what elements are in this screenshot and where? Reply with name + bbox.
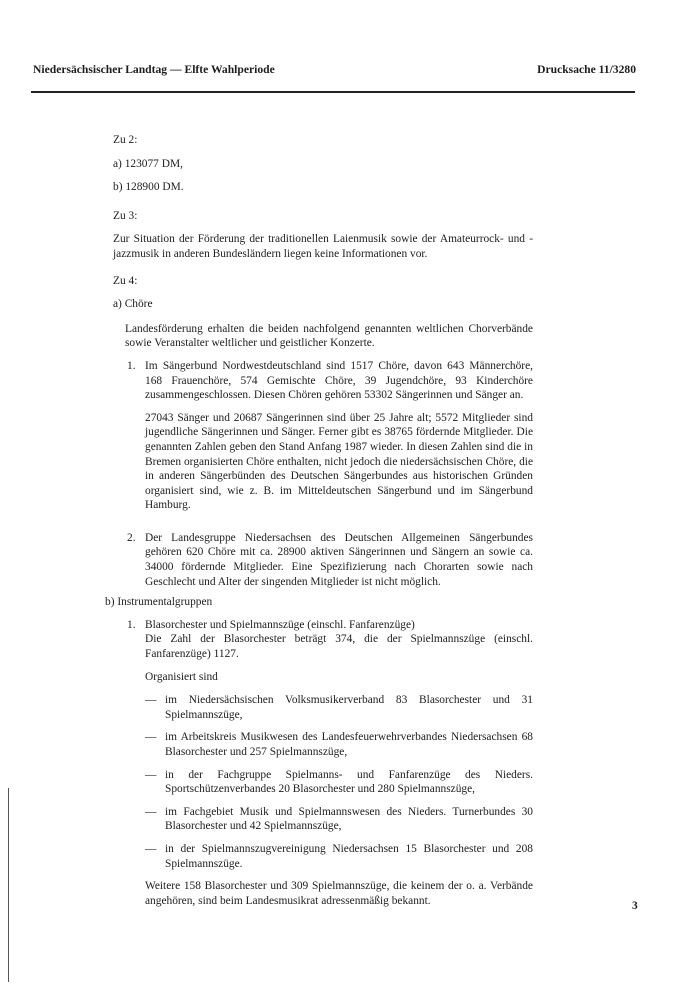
section-3-text: Zur Situation der Förderung der traditionellen Laienmusik sowie der Amateurrock- und -jazzmusik in anderen Bundesländern liegen keine Informationen vor.	[113, 233, 533, 260]
dash-marker: —	[145, 842, 157, 855]
list-item-number: 1.	[127, 618, 136, 631]
closing-paragraph: Weitere 158 Blasorchester und 309 Spielmannszüge, die keinem der o. a. Verbände angehören, sind beim Landesmusikrat adressenmäßig bekannt.	[145, 880, 533, 907]
section-4a-title: a) Chöre	[113, 298, 153, 311]
section-4-title: Zu 4:	[113, 274, 138, 287]
header-rule	[31, 91, 635, 93]
choir-association-2-text: Der Landesgruppe Niedersachsen des Deutschen Allgemeinen Sängerbundes gehören 620 Chöre mit ca. 28900 aktiven Sängerinnen und Sängern an sowie ca. 34000 fördernde Mitglieder. Eine Spezifizierung nach Chorarten sowie nach Geschlecht und Alter der singenden Mitglieder ist nicht möglich.	[145, 531, 533, 588]
organized-label: Organisiert sind	[145, 670, 218, 683]
document-number: Drucksache 11/3280	[537, 63, 636, 76]
dash-marker: —	[145, 805, 157, 818]
list-item	[145, 842, 533, 871]
list-item	[145, 768, 533, 797]
section-2-item-b: b) 128900 DM.	[113, 181, 184, 194]
organization-entry: in der Fachgruppe Spielmanns- und Fanfarenzüge des Nieders. Sportschützenverbandes 20 Blasorchester und 280 Spielmannszüge,	[165, 768, 533, 796]
organization-entry: im Arbeitskreis Musikwesen des Landesfeuerwehrverbandes Niedersachsen 68 Blasorchester und 257 Spielmannszüge,	[165, 731, 533, 758]
section-2-item-a: a) 123077 DM,	[113, 157, 183, 170]
organization-entry: im Niedersächsischen Volksmusikerverband 83 Blasorchester und 31 Spielmannszüge,	[165, 694, 533, 721]
list-item-number: 1.	[127, 359, 136, 372]
organization-entry: in der Spielmannszugvereinigung Niedersachsen 15 Blasorchester und 208 Spielmannszüge.	[165, 842, 533, 870]
list-item	[127, 359, 533, 513]
organization-entry: im Fachgebiet Musik und Spielmannswesen des Nieders. Turnerbundes 30 Blasorchester und 42 Spielmannszüge,	[165, 805, 533, 833]
list-item	[127, 618, 533, 662]
list-item	[145, 693, 533, 722]
section-3-title: Zu 3:	[113, 209, 138, 222]
margin-line	[8, 788, 9, 982]
instrumental-item-title: Blasorchester und Spielmannszüge (einschl. Fanfarenzüge)	[145, 618, 415, 631]
list-item-number: 2.	[127, 531, 136, 544]
section-4b-title: b) Instrumentalgruppen	[105, 596, 213, 609]
choir-association-1-members: 27043 Sänger und 20687 Sängerinnen sind über 25 Jahre alt; 5572 Mitglieder sind jugendliche Sängerinnen und Sänger. Ferner gibt es 38765 fördernde Mitglieder. Die genannten Zahlen geben den Stand Anfang 1987 wieder. In diesen Zahlen sind die in Bremen organisierten Chöre enthalten, nicht jedoch die niedersächsischen Chöre, die in anderen Sängerbünden des Deutschen Sängerbundes aus historischen Gründen organisiert sind, wie z. B. im Mitteldeutschen Sängerbund und im Sängerbund Hamburg.	[145, 411, 533, 512]
page-number: 3	[632, 900, 638, 912]
header-title: Niedersächsischer Landtag — Elfte Wahlperiode	[33, 63, 275, 76]
document-body	[105, 133, 533, 908]
list-item	[145, 730, 533, 759]
section-2-title: Zu 2:	[113, 134, 138, 146]
choir-association-1-text: Im Sängerbund Nordwestdeutschland sind 1517 Chöre, davon 643 Männerchöre, 168 Frauenchöre, 574 Gemischte Chöre, 39 Jugendchöre, 93 Kinderchöre zusammengeschlossen. Diesen Chören gehören 53302 Sängerinnen und Sänger an.	[145, 359, 533, 402]
instrumental-item-text: Die Zahl der Blasorchester beträgt 374, die der Spielmannszüge (einschl. Fanfarenzüge) 1127.	[145, 633, 533, 661]
section-4a-intro: Landesförderung erhalten die beiden nachfolgend genannten weltlichen Chorverbände sowie Veranstalter weltlicher und geistlicher Konzerte.	[125, 322, 533, 350]
list-item	[127, 531, 533, 589]
list-item	[145, 805, 533, 834]
dash-marker: —	[145, 731, 157, 744]
dash-marker: —	[145, 768, 157, 781]
dash-marker: —	[145, 694, 157, 707]
